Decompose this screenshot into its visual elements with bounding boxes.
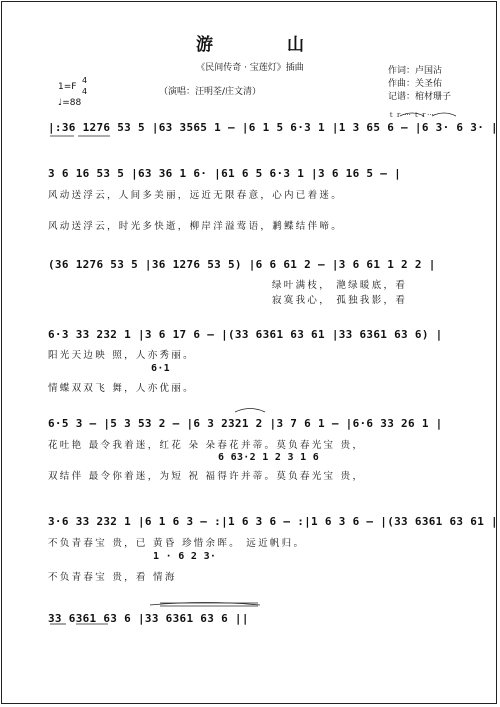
lyric-line-3b: 寂寞我心， 孤独我影，看	[272, 295, 408, 306]
lyric-line-3a: 绿叶满枝， 滟绿暖底，看	[272, 280, 408, 291]
score-line-4-sub: 6·1	[151, 363, 170, 374]
time-signature-bottom: 4	[82, 87, 88, 96]
subtitle: 《民间传奇 · 宝莲灯》插曲	[196, 63, 304, 73]
lyric-line-4a: 阳光天边映 照，人亦秀丽。	[48, 350, 195, 361]
composer-credit: 作曲：关圣佑	[388, 79, 443, 89]
singers: （演唱：汪明荃/庄文清）	[158, 87, 262, 97]
lyricist-credit: 作词：卢国沾	[388, 66, 443, 76]
tie-mark	[235, 409, 265, 413]
score-line-2: 3 6 16 53 5 |63 36 1 6· |61 6 5 6·3 1 |3 6 16 5 – |	[48, 167, 402, 180]
score-line-5: 6·5 3 – |5 3 53 2 – |6 3 2321 2 |3 7 6 1 – |6·6 33 26 1 |	[48, 417, 443, 430]
lyric-line-2a: 风动送浮云，人间多美丽，远近无限春意，心内已着迷。	[48, 190, 344, 201]
score-line-3: (36 1276 53 5 |36 1276 53 5) |6 6 61 2 – |3 6 61 1 2 2 |	[48, 258, 436, 271]
score-line-5-sub: 6 63·2 1 2 3 1 6	[218, 452, 320, 463]
lyric-line-6b: 不负青春宝 贵，看 情海	[48, 572, 177, 583]
tie-mark	[432, 113, 456, 116]
song-title: 游 山	[196, 35, 338, 55]
trill-ornament: ｔｒ···· ｔｒ····	[388, 111, 437, 119]
time-signature-top: 4	[82, 76, 88, 85]
lyric-line-4b: 情蝶双双飞 舞，人亦优丽。	[48, 383, 195, 394]
score-line-1: |:36 1276 53 5 |63 3565 1 – |6 1 5 6·3 1 |1 3 65 6 – |6 3· 6 3· |	[48, 121, 498, 134]
transcriber-credit: 记谱：棺材珊子	[388, 92, 452, 102]
tempo-marking: ♩=88	[58, 98, 82, 108]
key-signature: 1=F	[58, 82, 77, 92]
score-line-4: 6·3 33 232 1 |3 6 17 6 – |(33 6361 63 61 |33 6361 63 6) |	[48, 328, 443, 341]
score-line-7: 33 6361 63 6 |33 6361 63 6 ||	[48, 612, 249, 625]
lyric-line-5b: 双结伴 最令你着迷，为短 祝 福得许并蒂。莫负春光宝 贵，	[48, 471, 365, 482]
lyric-line-2b: 风动送浮云，时光多快逝，柳岸洋溢莺语，鹣鲽结伴啼。	[48, 221, 344, 232]
lyric-line-6a: 不负青春宝 贵，已 黄昏 珍惜余晖。 远近帆归。	[48, 538, 306, 549]
score-line-6: 3·6 33 232 1 |6 1 6 3 – :|1 6 3 6 – :|1 6 3 6 – |(33 6361 63 61 |	[48, 515, 498, 528]
lyric-line-5a: 花吐艳 最令我着迷，红花 朵 朵春花并蒂。莫负春光宝 贵，	[48, 440, 365, 451]
score-line-6-sub: 1 · 6 2 3·	[153, 551, 217, 562]
tie-mark	[400, 113, 424, 116]
